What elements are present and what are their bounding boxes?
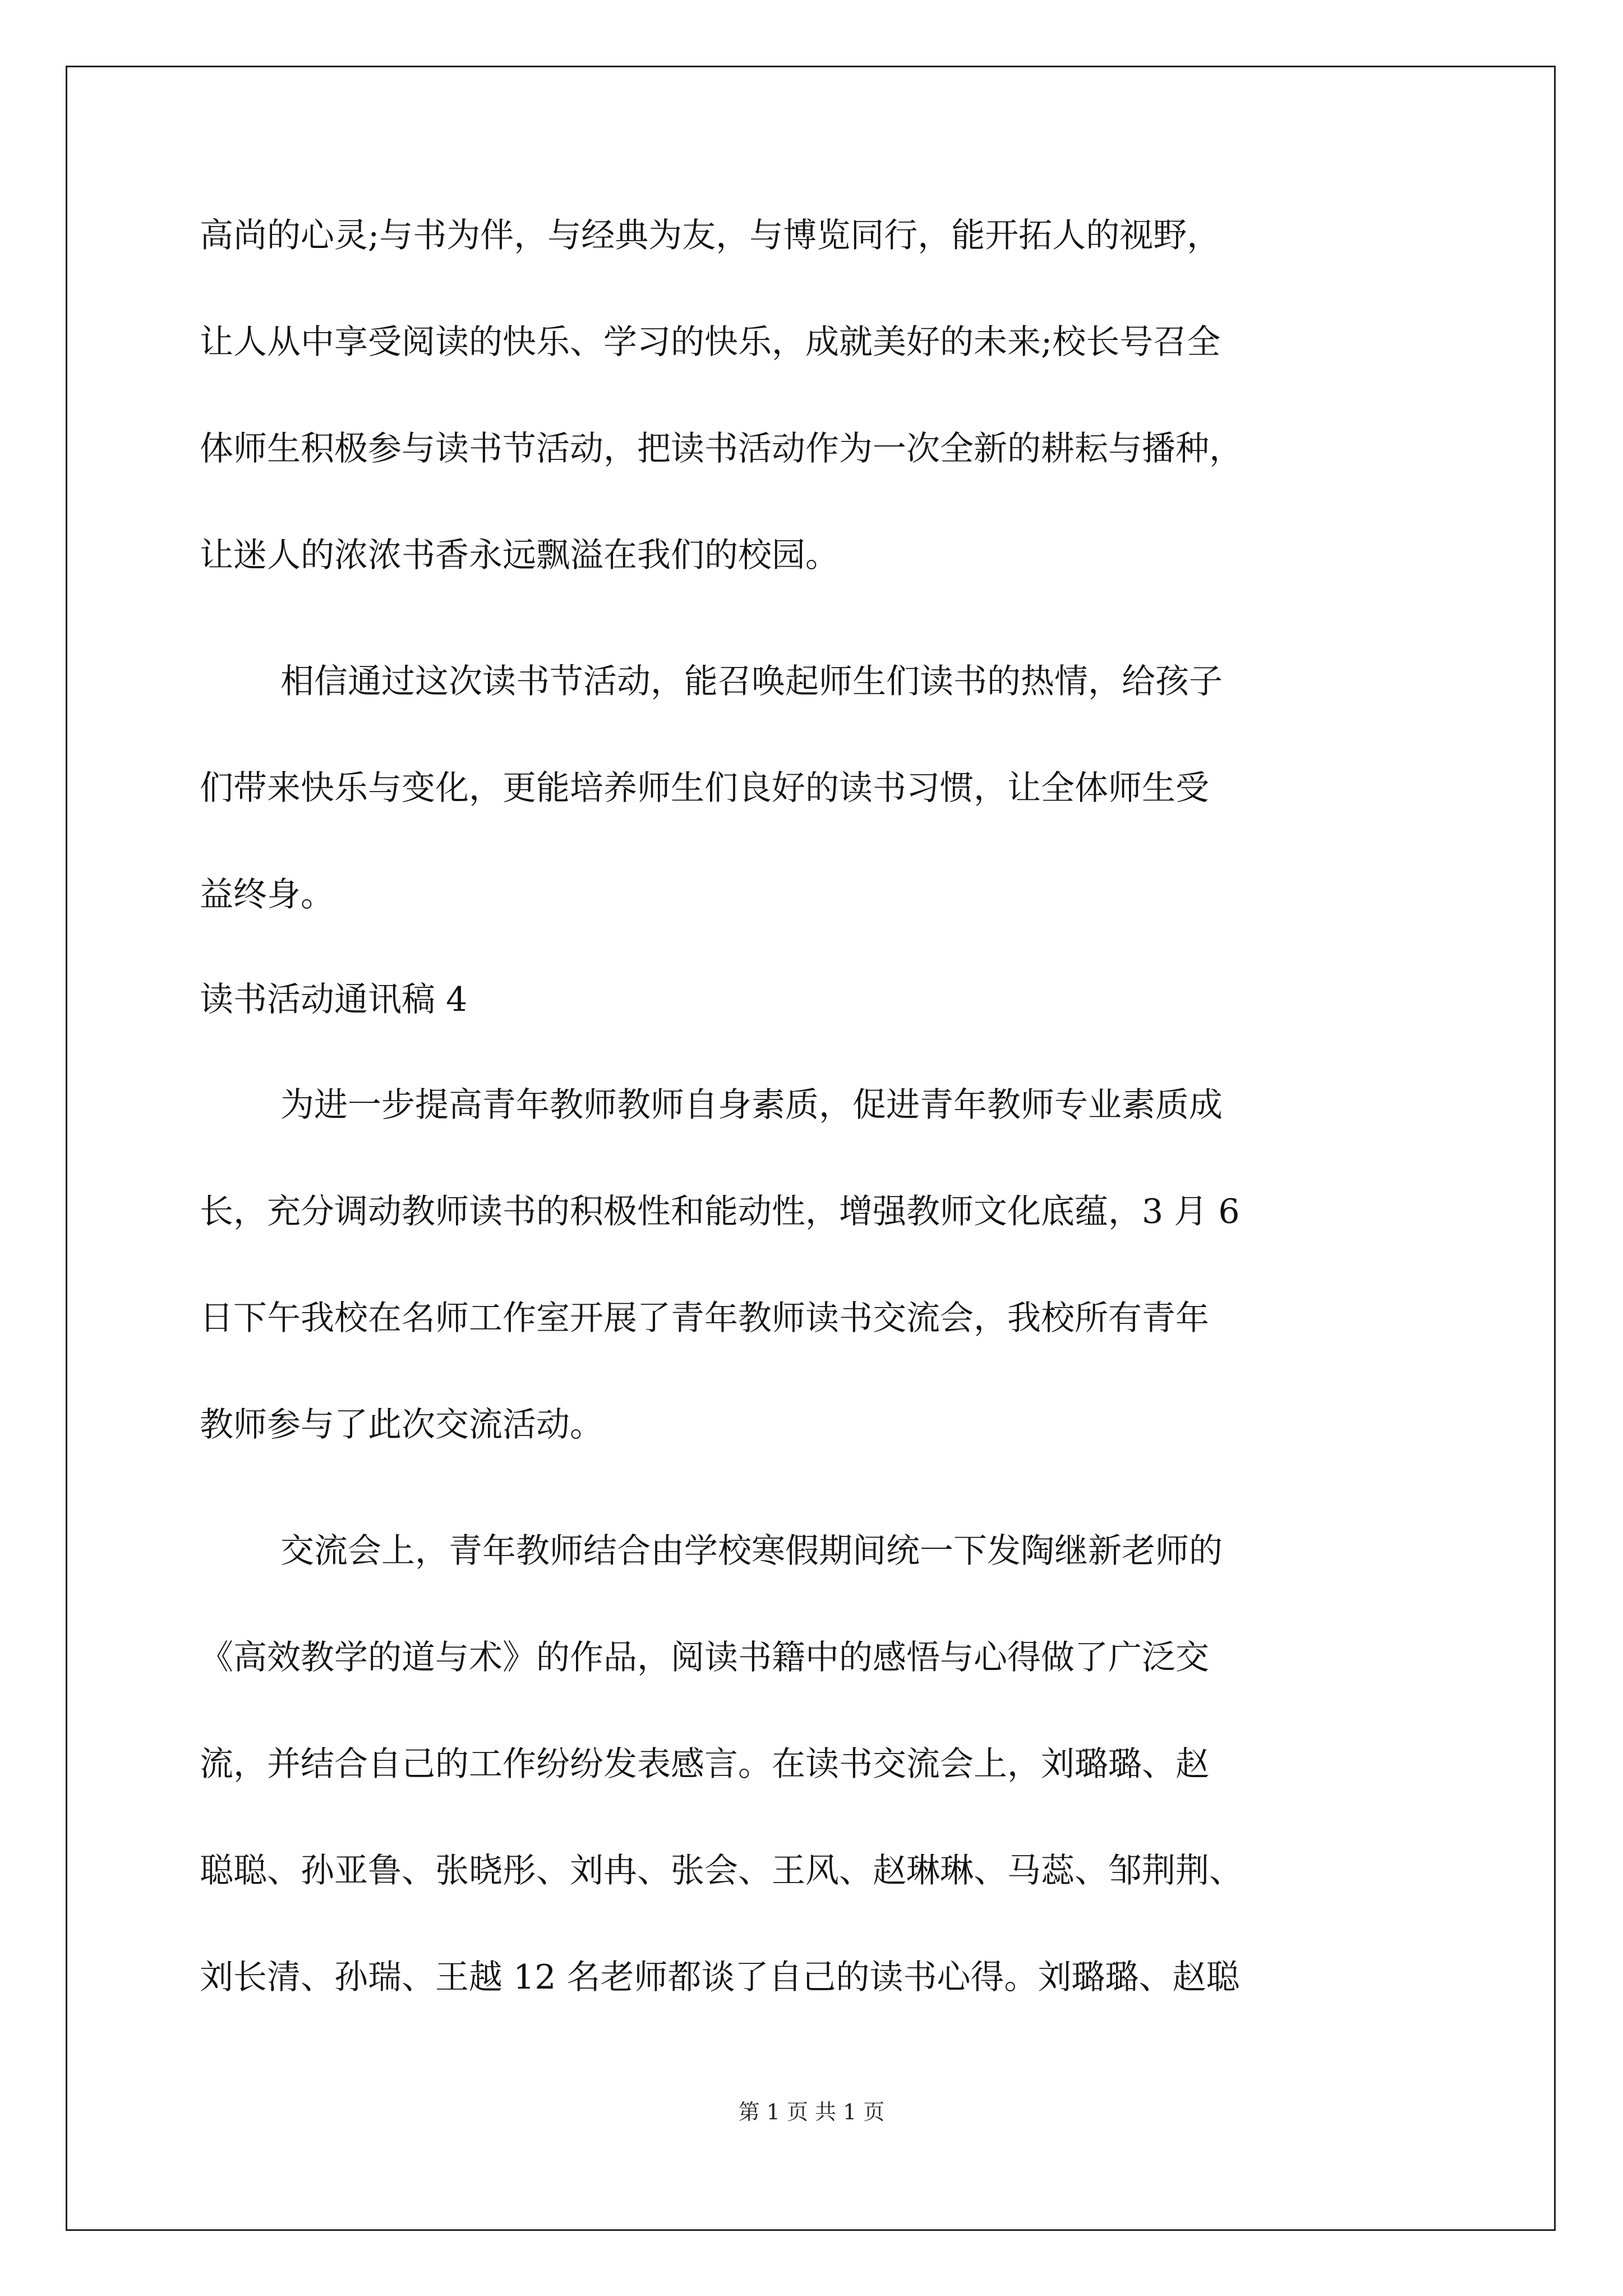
page-number-footer: 第 1 页 共 1 页 bbox=[738, 2100, 885, 2124]
text-line: 长，充分调动教师读书的积极性和能动性，增强教师文化底蕴，3 月 6 bbox=[200, 1192, 1240, 1231]
text-line: 交流会上，青年教师结合由学校寒假期间统一下发陶继新老师的 bbox=[280, 1531, 1223, 1571]
text-line: 为进一步提高青年教师教师自身素质，促进青年教师专业素质成 bbox=[280, 1085, 1223, 1125]
text-line: 们带来快乐与变化，更能培养师生们良好的读书习惯，让全体师生受 bbox=[200, 769, 1209, 808]
text-line: 让人从中享受阅读的快乐、学习的快乐，成就美好的未来;校长号召全 bbox=[200, 323, 1221, 362]
text-line: 益终身。 bbox=[200, 875, 334, 914]
text-line: 高尚的心灵;与书为伴，与经典为友，与博览同行，能开拓人的视野， bbox=[200, 216, 1221, 255]
text-line: 体师生积极参与读书节活动，把读书活动作为一次全新的耕耘与播种， bbox=[200, 429, 1243, 468]
text-line: 教师参与了此次交流活动。 bbox=[200, 1405, 603, 1444]
page-border bbox=[66, 66, 1556, 2231]
text-line: 聪聪、孙亚鲁、张晓彤、刘冉、张会、王风、赵琳琳、马蕊、邹荆荆、 bbox=[200, 1851, 1243, 1890]
text-line: 日下午我校在名师工作室开展了青年教师读书交流会，我校所有青年 bbox=[200, 1299, 1209, 1338]
text-line: 相信通过这次读书节活动，能召唤起师生们读书的热情，给孩子 bbox=[280, 662, 1223, 701]
text-line: 让迷人的浓浓书香永远飘溢在我们的校园。 bbox=[200, 536, 839, 575]
text-line: 刘长清、孙瑞、王越 12 名老师都谈了自己的读书心得。刘璐璐、赵聪 bbox=[200, 1958, 1240, 1997]
text-line: 流，并结合自己的工作纷纷发表感言。在读书交流会上，刘璐璐、赵 bbox=[200, 1745, 1209, 1784]
text-line: 《高效教学的道与术》的作品，阅读书籍中的感悟与心得做了广泛交 bbox=[200, 1638, 1209, 1677]
section-title: 读书活动通讯稿 4 bbox=[200, 980, 468, 1019]
